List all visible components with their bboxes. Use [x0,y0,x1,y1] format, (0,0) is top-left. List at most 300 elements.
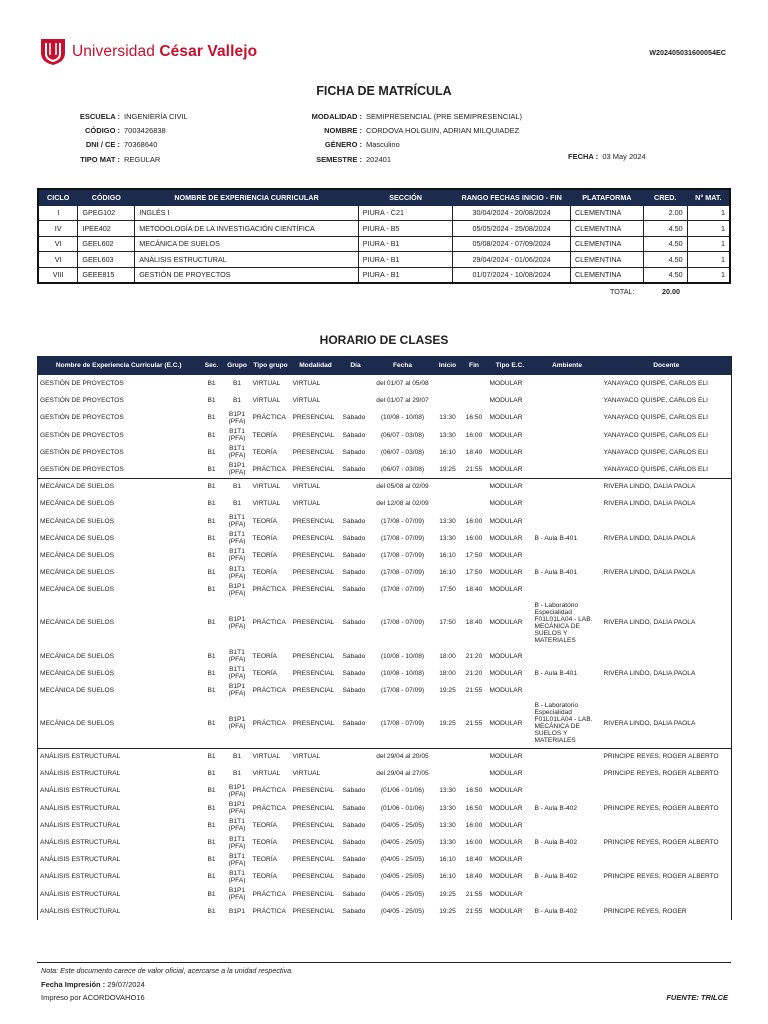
schedule-cell [461,495,488,512]
schedule-cell: MECÁNICA DE SUELOS [40,652,115,660]
schedule-cell: PRÁCTICA [252,719,286,727]
schedule-cell [533,782,602,799]
schedule-cell: B1 [207,534,216,542]
schedule-cell: (06/07 - 03/08) [380,431,425,439]
schedule-cell: Sábado [342,787,366,795]
schedule-header-cell: Modalidad [291,356,341,375]
schedule-cell: B1T1 (PFA) [228,649,246,664]
university-shield-logo-icon [40,38,66,66]
schedule-row [38,834,732,851]
schedule-cell: B1 [207,414,216,422]
enrollment-cell: PIURA - B5 [358,221,453,237]
schedule-cell: MECÁNICA DE SUELOS [40,517,115,525]
schedule-cell: ANÁLISIS ESTRUCTURAL [40,890,121,898]
schedule-cell: Sábado [342,907,366,915]
schedule-cell: PRÁCTICA [252,907,286,915]
schedule-cell [533,765,602,782]
enrollment-cell: PIURA - C21 [358,205,453,221]
printed-by: Impreso por ACORDOVAHO16 [41,993,145,1002]
enrollment-cell: 1 [687,205,730,221]
info-row-semestre: SEMESTRE : 202401 [316,154,392,164]
schedule-cell: 19:25 [439,686,456,694]
info-row-tipo-mat: TIPO MAT : REGULAR [80,154,161,164]
schedule-cell [435,765,461,782]
schedule-cell: MODULAR [489,856,523,864]
schedule-cell: MODULAR [489,619,523,627]
enrollment-header-cell: RANGO FECHAS INICIO - FIN [453,189,571,205]
schedule-cell: del 29/04 al 27/05 [376,770,429,778]
schedule-cell [533,817,602,834]
schedule-cell: VIRTUAL [251,748,291,765]
schedule-cell: PRESENCIAL [292,839,335,847]
schedule-cell: Sábado [342,414,366,422]
schedule-row [38,581,732,598]
schedule-cell: MODULAR [489,686,523,694]
schedule-title: HORARIO DE CLASES [319,333,449,347]
schedule-cell [533,682,602,699]
schedule-cell: MODULAR [489,414,523,422]
enrollment-cell: CLEMENTINA [570,205,643,221]
schedule-cell: 16:50 [465,414,483,422]
info-row-genero: GÉNERO : Masculino [324,140,400,150]
schedule-cell: MODULAR [489,569,523,577]
schedule-cell: GESTIÓN DE PROYECTOS [40,414,124,422]
schedule-cell: MODULAR [489,380,523,388]
enrollment-cell: 30/04/2024 - 20/08/2024 [453,205,571,221]
enrollment-cell: VI [38,236,78,252]
schedule-cell: 19:25 [439,719,456,727]
schedule-cell: 16:00 [465,534,483,542]
enrollment-cell: 1 [687,221,730,237]
schedule-cell: TEORÍA [252,448,278,456]
schedule-header-cell: Sec. [200,356,224,375]
schedule-row [38,665,732,682]
schedule-cell: ANÁLISIS ESTRUCTURAL [40,856,121,864]
schedule-cell: ANÁLISIS ESTRUCTURAL [40,873,121,881]
schedule-cell: GESTIÓN DE PROYECTOS [40,397,124,405]
schedule-cell: 16:10 [439,551,456,559]
schedule-row [38,817,732,834]
schedule-row [38,564,732,581]
schedule-row [38,868,732,885]
schedule-cell: PRINCIPE REYES, ROGER ALBERTO [602,748,732,765]
schedule-cell [602,851,732,868]
schedule-cell: Sábado [342,652,366,660]
schedule-cell: MODULAR [489,534,523,542]
schedule-cell: TEORÍA [252,856,278,864]
schedule-cell: PRESENCIAL [292,787,335,795]
enrollment-cell: 05/05/2024 - 25/08/2024 [453,221,571,237]
schedule-cell: 13:30 [439,787,456,795]
schedule-cell: Sábado [342,856,366,864]
schedule-cell: (06/07 - 03/08) [380,448,425,456]
schedule-cell: 13:30 [439,839,456,847]
schedule-cell: 13:30 [439,414,456,422]
enrollment-cell: 05/08/2024 - 07/09/2024 [453,236,571,252]
schedule-cell: MODULAR [488,748,533,765]
schedule-cell: Sábado [342,534,366,542]
schedule-cell: MODULAR [489,719,523,727]
schedule-cell: YANAYACO QUISPE, CARLOS ELI [603,465,708,473]
schedule-cell: (01/06 - 01/06) [380,787,425,795]
schedule-cell: B1T1 (PFA) [228,852,246,867]
enrollment-header-cell: CÓDIGO [78,189,135,205]
schedule-cell: 16:00 [465,821,483,829]
student-info-right [280,110,522,167]
schedule-cell: MODULAR [489,517,523,525]
schedule-cell: B1T1 (PFA) [228,835,246,850]
schedule-cell: B - Laboratorio Especialidad F01L01LA04 - LAB. MECÁNICA DE SUELOS Y MATERIALES [534,601,593,644]
schedule-header-cell: Nombre de Experiencia Curricular (E.C.) [38,356,200,375]
schedule-cell [533,581,602,598]
schedule-header-cell: Fin [461,356,488,375]
schedule-cell: B1 [207,839,216,847]
schedule-cell: B1P1 [228,907,246,915]
schedule-cell: PRESENCIAL [292,517,335,525]
schedule-cell [461,375,488,392]
schedule-cell: PRESENCIAL [292,569,335,577]
schedule-cell: del 01/07 al 29/07 [376,397,429,405]
schedule-cell: 16:00 [465,517,483,525]
schedule-cell: YANAYACO QUISPE, CARLOS ELI [603,431,708,439]
schedule-cell [533,513,602,530]
enrollment-cell: ANÁLISIS ESTRUCTURAL [135,252,359,268]
schedule-cell [435,748,461,765]
schedule-cell: 18:40 [465,448,483,456]
schedule-cell: (04/05 - 25/05) [380,873,425,881]
print-date: Fecha Impresión : 29/07/2024 [41,980,145,989]
schedule-cell: 19:25 [439,907,456,915]
schedule-cell: MECÁNICA DE SUELOS [40,586,115,594]
enrollment-cell: 4.50 [643,236,687,252]
schedule-cell: (17/08 - 07/09) [380,534,425,542]
enrollment-cell: 01/07/2024 - 10/08/2024 [453,267,571,283]
schedule-cell [602,817,732,834]
schedule-cell: B1 [207,873,216,881]
schedule-cell: 16:10 [439,873,456,881]
schedule-cell: B - Aula B-402 [534,907,578,915]
schedule-cell: Sábado [342,719,366,727]
schedule-cell: B1 [207,669,216,677]
schedule-cell: 19:25 [439,465,456,473]
schedule-cell: PRESENCIAL [292,669,335,677]
schedule-row [38,461,732,478]
schedule-cell: B1 [224,478,251,495]
schedule-cell: VIRTUAL [292,380,321,388]
schedule-cell: B1 [207,856,216,864]
schedule-cell [533,851,602,868]
enrollment-table [37,188,731,284]
schedule-cell: PRESENCIAL [292,551,335,559]
schedule-cell: MODULAR [489,448,523,456]
info-row-codigo: CÓDIGO : 7003426838 [85,126,166,136]
schedule-cell: PRÁCTICA [252,586,286,594]
schedule-cell [461,392,488,409]
schedule-cell: 18:40 [465,873,483,881]
schedule-cell: YANAYACO QUISPE, CARLOS ELI [603,414,708,422]
schedule-cell: Sábado [342,465,366,473]
enrollment-cell: 4.50 [643,221,687,237]
schedule-cell: B1P1 (PFA) [228,716,246,731]
schedule-cell: PRÁCTICA [252,686,286,694]
enrollment-cell: 1 [687,267,730,283]
schedule-cell: PRESENCIAL [292,804,335,812]
schedule-header-cell: Docente [602,356,732,375]
enrollment-cell: CLEMENTINA [570,236,643,252]
schedule-cell: VIRTUAL [292,397,321,405]
schedule-cell: (10/08 - 10/08) [380,669,425,677]
schedule-cell: PRESENCIAL [292,431,335,439]
total-credits: 20.00 [662,287,680,296]
schedule-cell: Sábado [342,686,366,694]
enrollment-cell: CLEMENTINA [570,267,643,283]
schedule-cell: (17/08 - 07/09) [380,551,425,559]
schedule-table-header [38,356,732,375]
schedule-cell [602,782,732,799]
schedule-cell: (04/05 - 25/05) [380,890,425,898]
schedule-cell: MODULAR [489,873,523,881]
schedule-cell: YANAYACO QUISPE, CARLOS ELI [603,397,708,405]
schedule-cell: VIRTUAL [252,500,281,508]
schedule-cell: ANÁLISIS ESTRUCTURAL [40,787,121,795]
schedule-cell: 18:00 [439,652,456,660]
schedule-row [38,886,732,903]
enrollment-cell: 1 [687,252,730,268]
schedule-cell: PRESENCIAL [292,619,335,627]
schedule-cell: 18:00 [439,669,456,677]
schedule-cell: MODULAR [489,586,523,594]
schedule-cell: del 12/08 al 02/09 [376,500,429,508]
enrollment-cell: VIII [38,267,78,283]
schedule-cell: B1T1 (PFA) [228,531,246,546]
schedule-row [38,598,732,647]
schedule-cell: B - Aula B-401 [534,669,578,677]
schedule-row [38,409,732,426]
schedule-row [38,782,732,799]
schedule-cell: PRESENCIAL [292,448,335,456]
schedule-cell: B1 [207,770,216,778]
schedule-cell: ANÁLISIS ESTRUCTURAL [40,839,121,847]
schedule-cell: RIVERA LINDO, DALIA PAOLA [603,669,696,677]
schedule-cell: B1P1 (PFA) [228,615,246,630]
schedule-cell: 16:10 [439,448,456,456]
schedule-cell: B1 [207,500,216,508]
schedule-cell: 16:50 [465,804,483,812]
schedule-cell: B - Laboratorio Especialidad F01L01LA04 - LAB. MECÁNICA DE SUELOS Y MATERIALES [534,702,593,745]
schedule-cell: (10/08 - 10/08) [380,414,425,422]
student-info-left [60,110,188,167]
schedule-cell: PRESENCIAL [292,719,335,727]
schedule-row [38,530,732,547]
schedule-cell [533,495,602,512]
enrollment-cell: PIURA - B1 [358,236,453,252]
schedule-cell: MECÁNICA DE SUELOS [40,619,115,627]
schedule-cell: PRESENCIAL [292,873,335,881]
schedule-cell [533,478,602,495]
schedule-cell: 19:25 [439,890,456,898]
schedule-cell [461,478,488,495]
schedule-cell [435,375,461,392]
schedule-cell: PRINCIPE REYES, ROGER ALBERTO [603,804,719,812]
schedule-cell: B1 [232,397,242,405]
university-name: Universidad César Vallejo [72,43,258,60]
schedule-cell [341,748,371,765]
schedule-cell: B1 [207,586,216,594]
schedule-row [38,427,732,444]
schedule-cell: 16:10 [439,569,456,577]
schedule-cell: B - Aula B-401 [534,534,578,542]
schedule-cell [533,392,602,409]
schedule-cell: MECÁNICA DE SUELOS [40,500,115,508]
enrollment-cell: CLEMENTINA [570,252,643,268]
schedule-cell: Sábado [342,431,366,439]
source-label: FUENTE: TRILCE [666,993,728,1002]
schedule-row [38,748,732,765]
schedule-cell: Sábado [342,890,366,898]
schedule-cell: B1T1 (PFA) [228,565,246,580]
schedule-cell: TEORÍA [252,569,278,577]
schedule-cell: B1T1 (PFA) [228,548,246,563]
schedule-cell: (04/05 - 25/05) [380,907,425,915]
schedule-row [38,444,732,461]
enrollment-table-header [38,189,730,205]
schedule-cell: MODULAR [489,839,523,847]
schedule-cell: VIRTUAL [292,770,321,778]
schedule-cell: B1T1 (PFA) [228,514,246,529]
schedule-cell: MODULAR [489,431,523,439]
schedule-cell: B1T1 (PFA) [228,666,246,681]
enrollment-row [38,221,730,237]
schedule-cell: VIRTUAL [252,380,281,388]
enrollment-header-cell: SECCIÓN [358,189,453,205]
schedule-cell: B1 [207,448,216,456]
schedule-cell: MECÁNICA DE SUELOS [40,669,115,677]
schedule-cell: MECÁNICA DE SUELOS [40,551,115,559]
schedule-cell: B1 [207,821,216,829]
schedule-cell: ANÁLISIS ESTRUCTURAL [40,907,121,915]
schedule-cell: PRESENCIAL [292,586,335,594]
schedule-cell: PRÁCTICA [252,804,286,812]
enrollment-cell: GEEL602 [78,236,135,252]
enrollment-cell: MECÁNICA DE SUELOS [135,236,359,252]
schedule-cell [533,647,602,664]
schedule-cell: del 01/07 al 05/08 [376,380,429,388]
schedule-cell: TEORÍA [252,873,278,881]
schedule-cell: 21:20 [465,652,483,660]
schedule-cell: PRÁCTICA [252,787,286,795]
enrollment-cell: PIURA - B1 [358,267,453,283]
schedule-cell: (04/05 - 25/05) [380,839,425,847]
enrollment-cell: 29/04/2024 - 01/06/2024 [453,252,571,268]
enrollment-cell: GESTIÓN DE PROYECTOS [135,267,359,283]
schedule-cell [533,461,602,478]
schedule-cell: 21:55 [465,465,483,473]
schedule-cell: B1P1 (PFA) [228,410,246,425]
enrollment-cell: I [38,205,78,221]
schedule-cell [435,495,461,512]
schedule-cell: 17:50 [465,569,483,577]
schedule-header-cell: Grupo [224,356,251,375]
schedule-cell: B1T1 (PFA) [228,818,246,833]
schedule-row [38,495,732,512]
schedule-cell [341,495,371,512]
schedule-cell: B1 [224,748,251,765]
schedule-cell: Sábado [342,619,366,627]
schedule-cell: TEORÍA [252,669,278,677]
schedule-header-cell: Día [341,356,371,375]
schedule-cell: 21:55 [465,719,483,727]
info-row-modalidad: MODALIDAD : SEMIPRESENCIAL (PRE SEMIPRESENCIAL) [311,112,523,121]
enrollment-row [38,205,730,221]
schedule-cell [602,581,732,598]
schedule-cell: B1 [207,569,216,577]
schedule-cell: TEORÍA [252,517,278,525]
schedule-cell: MODULAR [489,821,523,829]
schedule-cell: B1 [200,478,224,495]
schedule-cell: Sábado [342,551,366,559]
schedule-cell: B1T1 (PFA) [228,428,246,443]
enrollment-header-cell: CRED. [643,189,687,205]
schedule-cell [435,392,461,409]
schedule-cell: Sábado [342,873,366,881]
schedule-cell: (01/06 - 01/06) [380,804,425,812]
schedule-cell: PRÁCTICA [252,414,286,422]
schedule-cell: B1 [207,517,216,525]
schedule-cell: B1P1 (PFA) [228,783,246,798]
schedule-cell: MODULAR [489,397,523,405]
enrollment-row [38,267,730,283]
schedule-cell: MECÁNICA DE SUELOS [40,534,115,542]
schedule-cell: PRINCIPE REYES, ROGER ALBERTO [603,839,719,847]
enrollment-header-cell: CICLO [38,189,78,205]
schedule-row [38,547,732,564]
schedule-cell: Sábado [342,569,366,577]
schedule-header-cell: Inicio [435,356,461,375]
schedule-cell [533,427,602,444]
schedule-cell [602,647,732,664]
enrollment-cell: 4.50 [643,252,687,268]
schedule-cell: 13:30 [439,804,456,812]
enrollment-header-cell: N° MAT. [687,189,730,205]
university-logo [40,38,257,66]
schedule-cell [341,392,371,409]
schedule-cell: B - Aula B-402 [534,839,578,847]
enrollment-cell: GEEL603 [78,252,135,268]
schedule-row [38,392,732,409]
schedule-cell: 21:55 [465,907,483,915]
info-row-escuela: ESCUELA : INGENIERÍA CIVIL [79,112,188,121]
schedule-cell: (17/08 - 07/09) [380,517,425,525]
schedule-cell: B1P1 (PFA) [228,582,246,597]
schedule-cell: 13:30 [439,821,456,829]
schedule-cell [533,409,602,426]
schedule-cell [602,682,732,699]
schedule-cell: PRÁCTICA [252,619,286,627]
schedule-cell: ANÁLISIS ESTRUCTURAL [40,821,121,829]
schedule-cell: del 29/04 al 20/05 [371,748,435,765]
schedule-cell: B1 [207,890,216,898]
schedule-header-cell: Ambiente [533,356,602,375]
schedule-cell: Sábado [342,821,366,829]
schedule-cell: (10/08 - 10/08) [380,652,425,660]
schedule-cell: 21:55 [465,890,483,898]
enrollment-row [38,252,730,268]
schedule-cell: (06/07 - 03/08) [380,465,425,473]
schedule-cell: 16:00 [465,431,483,439]
schedule-cell [602,547,732,564]
schedule-table [37,356,732,920]
schedule-cell: RIVERA LINDO, DALIA PAOLA [603,719,696,727]
